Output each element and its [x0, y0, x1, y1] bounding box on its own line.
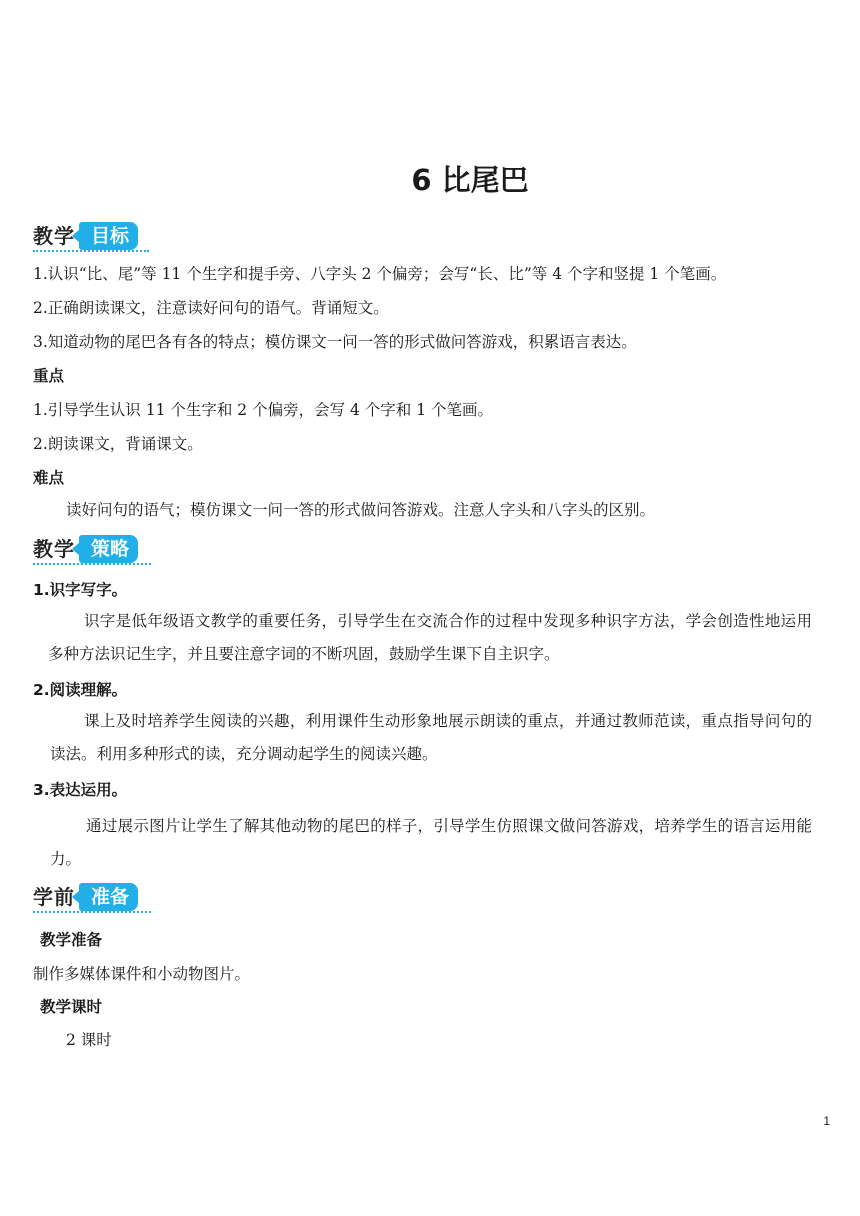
strategy-heading: 1.识字写字。 [33, 581, 128, 599]
prep-text: 制作多媒体课件和小动物图片。 [33, 965, 251, 983]
prep-heading: 教学准备 [40, 931, 103, 949]
hours-heading: 教学课时 [40, 998, 103, 1016]
badge-left-text: 学前 [33, 885, 75, 909]
hours-text: 2 课时 [66, 1031, 112, 1049]
page-title: 6 比尾巴 [411, 163, 529, 197]
page-number: 1 [823, 1114, 830, 1128]
strategy-text: 通过展示图片让学生了解其他动物的尾巴的样子，引导学生仿照课文做问答游戏，培养学生的语言运用能力。 [50, 817, 812, 868]
badge-right-text: 准备 [79, 883, 138, 911]
goal-item: 2.正确朗读课文，注意读好问句的语气。背诵短文。 [33, 299, 389, 317]
section-badge-preparation [33, 878, 138, 912]
badge-left-text: 教学 [33, 224, 75, 248]
strategy-text: 课上及时培养学生阅读的兴趣，利用课件生动形象地展示朗读的重点，并通过教师范读，重点指导问句的读法。利用多种形式的读，充分调动起学生的阅读兴趣。 [50, 712, 812, 763]
badge-underline [33, 911, 151, 913]
badge-underline [33, 250, 149, 252]
section-badge-strategy [33, 530, 138, 564]
difficulty-text: 读好问句的语气；模仿课文一问一答的形式做问答游戏。注意人字头和八字头的区别。 [66, 501, 656, 519]
badge-underline [33, 563, 151, 565]
strategy-text: 识字是低年级语文教学的重要任务，引导学生在交流合作的过程中发现多种识字方法，学会创造性地运用多种方法识记生字，并且要注意字词的不断巩固，鼓励学生课下自主识字。 [48, 612, 812, 663]
key-point-item: 1.引导学生认识 11 个生字和 2 个偏旁，会写 4 个字和 1 个笔画。 [33, 401, 494, 419]
goal-item: 1.认识“比、尾”等 11 个生字和提手旁、八字头 2 个偏旁；会写“长、比”等 4 个字和竖提 1 个笔画。 [33, 265, 727, 283]
badge-left-text: 教学 [33, 537, 75, 561]
badge-right-text: 策略 [79, 535, 138, 563]
badge-right-text: 目标 [79, 222, 138, 250]
goal-item: 3.知道动物的尾巴各有各的特点；模仿课文一问一答的形式做问答游戏，积累语言表达。 [33, 333, 637, 351]
key-point-item: 2.朗读课文，背诵课文。 [33, 435, 203, 453]
section-badge-goals [33, 217, 138, 251]
strategy-heading: 3.表达运用。 [33, 781, 128, 799]
strategy-heading: 2.阅读理解。 [33, 681, 128, 699]
difficulty-heading: 难点 [33, 469, 65, 487]
key-points-heading: 重点 [33, 367, 65, 385]
